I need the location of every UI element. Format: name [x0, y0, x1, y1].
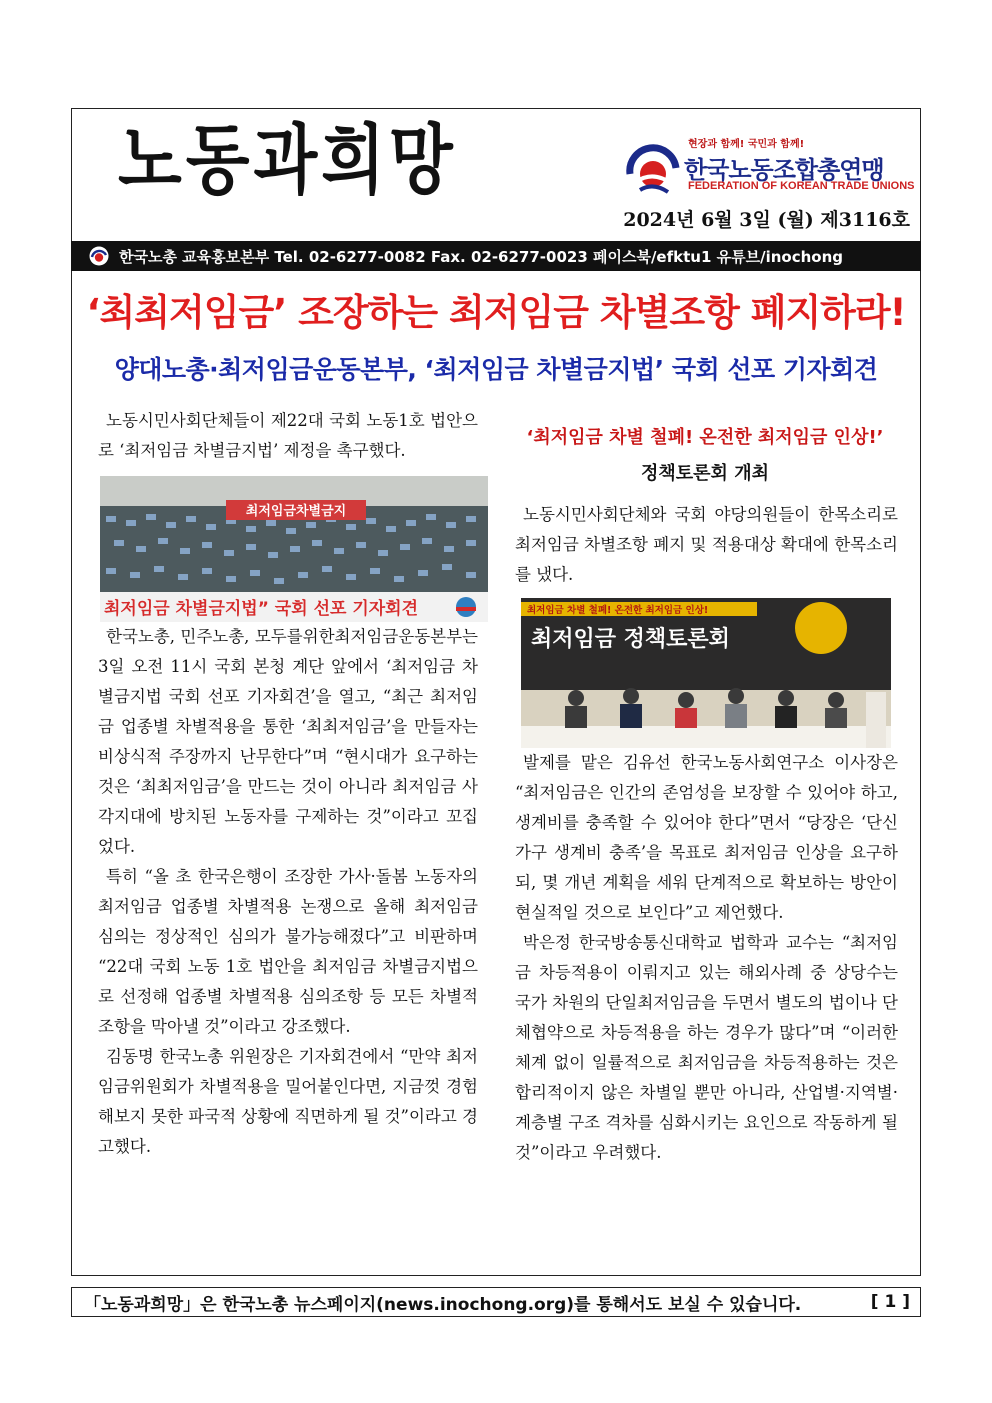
left-paragraph-3: 김동명 한국노총 위원장은 기자회견에서 “만약 최저임금위원회가 차별적용을 밀어붙인다면, 지금껏 경험해보지 못한 파국적 상황에 직면하게 될 것”이라고 경고했다. [98, 1047, 478, 1156]
right-paragraph-2: 박은정 한국방송통신대학교 법학과 교수는 “최저임금 차등적용이 이뤄지고 있는 해외사례 중 상당수는 국가 차원의 단일최저임금을 두면서 별도의 법이나 단체협약으로 차등적용을 하는 경우가 많다”며 “이러한 체계 없이 일률적으로 최저임금을 차등적용하는 것은 합리적이지 않은 차별일 뿐만 아니라, 산업별·지역별·계층별 구조 격차를 심화시키는 요인으로 작동하게 될 것”이라고 우려했다. [515, 933, 898, 1162]
right-article-title [505, 420, 905, 492]
federation-english-name: FEDERATION OF KOREAN TRADE UNIONS [688, 180, 915, 192]
left-paragraph-1: 한국노총, 민주노총, 모두를위한최저임금운동본부는 3일 오전 11시 국회 본청 계단 앞에서 ‘최저임금 차별금지법 국회 선포 기자회견’을 열고, “최근 최저임금 업종별 차별적용을 통한 ‘최최저임금’을 만들자는 비상식적 주장까지 난무한다”며 “현시대가 요구하는 것은 ‘최최저임금’을 만드는 것이 아니라 최저임금 사각지대에 방치된 노동자를 구제하는 것”이라고 꼬집었다. [98, 627, 478, 856]
contact-info-bar [71, 241, 921, 271]
contact-info-text: 한국노총 교육홍보본부 Tel. 02-6277-0082 Fax. 02-6277-0023 페이스북/efktu1 유튜브/inochong [119, 247, 843, 266]
press-conference-photo-drawing [100, 476, 488, 622]
forum-banner-small: 최저임금 차별 철폐! 온전한 최저임금 인상! [527, 605, 709, 616]
photo-banner-top: 최저임금차별금지 [245, 504, 347, 519]
federation-name: 한국노동조합총연맹 [684, 156, 884, 184]
policy-forum-photo [521, 598, 891, 748]
policy-forum-photo-drawing [521, 598, 891, 748]
issue-date-number: 2024년 6월 3일 (월) 제3116호 [623, 209, 910, 231]
photo-banner-bottom: 최저임금 차별금지법” 국회 선포 기자회견 [104, 599, 419, 619]
newsletter-title: 노동과희망 [118, 115, 457, 205]
sub-headline: 양대노총·최저임금운동본부, ‘최저임금 차별금지법’ 국회 선포 기자회견 [114, 355, 878, 384]
right-intro-paragraph: 노동시민사회단체와 국회 야당의원들이 한목소리로 최저임금 차별조항 폐지 및 적용대상 확대에 한목소리를 냈다. [515, 505, 898, 584]
forum-banner-main: 최저임금 정책토론회 [531, 627, 730, 652]
left-paragraph-2: 특히 “올 초 한국은행이 조장한 가사·돌봄 노동자의 최저임금 업종별 차별적용 논쟁으로 올해 최저임금 심의는 정상적인 심의가 불가능해졌다”고 비판하며 “22대 국회 노동 1호 법안을 최저임금 차별금지법으로 선정해 업종별 차별적용 심의조항 등 모든 차별적 조항을 막아낼 것”이라고 강조했다. [98, 867, 478, 1036]
footer-text: 「노동과희망」은 한국노총 뉴스페이지(news.inochong.org)를 통해서도 보실 수 있습니다. [84, 1294, 802, 1315]
federation-mini-logo-icon [89, 246, 109, 266]
page-number: [ 1 ] [870, 1292, 910, 1312]
left-intro-paragraph: 노동시민사회단체들이 제22대 국회 노동1호 법안으로 ‘최저임금 차별금지법’ 제정을 촉구했다. [98, 411, 478, 460]
main-headline: ‘최최저임금’ 조장하는 최저임금 차별조항 폐지하라! [86, 291, 906, 334]
right-title-line1: ‘최저임금 차별 철폐! 온전한 최저임금 인상!’ [526, 427, 884, 448]
page-footer [71, 1287, 921, 1317]
federation-slogan: 현장과 함께! 국민과 함께! [688, 139, 805, 150]
right-paragraph-1: 발제를 맡은 김유선 한국노동사회연구소 이사장은 “최저임금은 인간의 존엄성을 보장할 수 있어야 하고, 생계비를 충족할 수 있어야 한다”면서 “당장은 ‘단신 가구 생계비 충족’을 목표로 최저임금 인상을 요구하되, 몇 개년 계획을 세워 단계적으로 확보하는 방안이 현실적일 것으로 보인다”고 제언했다. [515, 753, 898, 922]
federation-logo-icon [626, 144, 680, 198]
press-conference-photo [100, 476, 488, 622]
right-title-line2: 정책토론회 개최 [641, 463, 769, 484]
